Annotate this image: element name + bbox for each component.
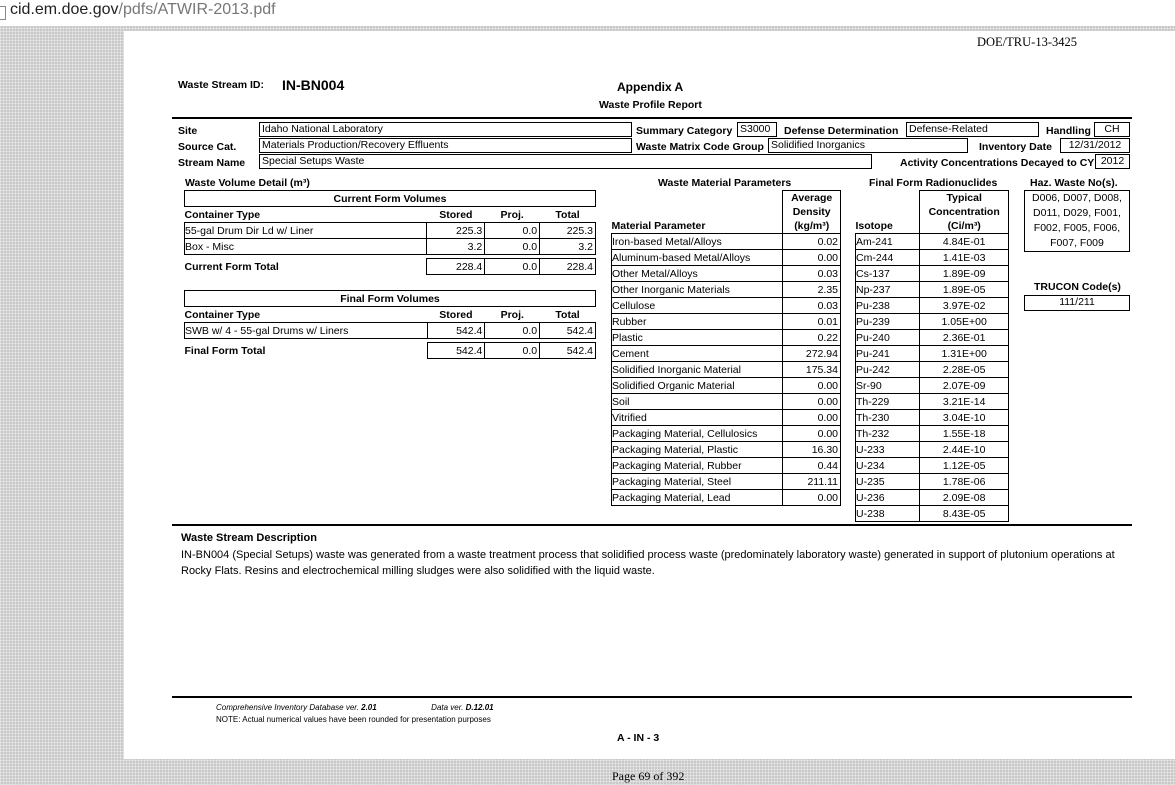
col-container-type: Container Type (185, 207, 427, 223)
isotope-concentration: 1.89E-05 (920, 282, 1009, 298)
isotope-concentration: 3.97E-02 (920, 298, 1009, 314)
haz-waste-line: F002, F005, F006, (1033, 222, 1121, 234)
isotope-concentration: 1.78E-06 (920, 474, 1009, 490)
rounding-note: NOTE: Actual numerical values have been rounded for presentation purposes (216, 715, 491, 724)
col-material-parameter: Material Parameter (612, 191, 783, 234)
matrix-code-group-field: Solidified Inorganics (768, 138, 968, 153)
table-row (612, 266, 841, 282)
final-total-label: Final Form Total (184, 344, 266, 357)
table-row (612, 442, 841, 458)
col-concentration-line1: Typical (920, 191, 1009, 206)
haz-waste-line: D006, D007, D008, (1032, 192, 1122, 204)
table-row (612, 458, 841, 474)
material-params-title: Waste Material Parameters (658, 177, 792, 189)
isotope-concentration: 1.05E+00 (920, 314, 1009, 330)
table-row (856, 250, 1009, 266)
material-density: 0.00 (783, 378, 841, 394)
volume-detail-title: Waste Volume Detail (m³) (185, 177, 310, 189)
table-row (612, 298, 841, 314)
cell-stored: 542.4 (427, 323, 485, 339)
col-proj: Proj. (485, 207, 540, 223)
radionuclides-title: Final Form Radionuclides (869, 177, 998, 189)
current-form-title: Current Form Volumes (185, 191, 596, 207)
cid-label: Comprehensive Inventory Database ver. (216, 703, 359, 712)
document-number: DOE/TRU-13-3425 (977, 35, 1077, 49)
isotope-concentration: 8.43E-05 (920, 506, 1009, 522)
waste-stream-id-label: Waste Stream ID: (178, 79, 264, 91)
current-total-total: 228.4 (540, 259, 596, 275)
inventory-date-field: 12/31/2012 (1060, 138, 1130, 153)
site-label: Site (178, 125, 198, 137)
material-density: 0.44 (783, 458, 841, 474)
table-row (612, 330, 841, 346)
table-row (612, 346, 841, 362)
table-row (856, 490, 1009, 506)
current-total-label: Current Form Total (184, 260, 279, 273)
table-row (612, 410, 841, 426)
isotope-concentration: 1.41E-03 (920, 250, 1009, 266)
description-title: Waste Stream Description (181, 532, 317, 544)
trucon-title: TRUCON Code(s) (1034, 281, 1121, 293)
table-row (856, 314, 1009, 330)
material-name: Packaging Material, Steel (612, 474, 783, 490)
material-density: 16.30 (783, 442, 841, 458)
isotope-concentration: 2.36E-01 (920, 330, 1009, 346)
source-cat-label: Source Cat. (178, 141, 237, 153)
table-row (856, 458, 1009, 474)
col-stored: Stored (427, 307, 485, 323)
isotope-name: Pu-238 (856, 298, 920, 314)
table-row (856, 330, 1009, 346)
isotope-name: Pu-239 (856, 314, 920, 330)
isotope-name: Np-237 (856, 282, 920, 298)
final-form-title: Final Form Volumes (185, 291, 596, 307)
table-row (612, 394, 841, 410)
col-isotope: Isotope (856, 191, 920, 234)
table-row (856, 362, 1009, 378)
address-bar[interactable] (0, 0, 1175, 26)
current-total-proj: 0.0 (485, 259, 540, 275)
table-row (612, 314, 841, 330)
isotope-concentration: 2.07E-09 (920, 378, 1009, 394)
isotope-name: Pu-241 (856, 346, 920, 362)
database-version (216, 703, 494, 712)
material-name: Rubber (612, 314, 783, 330)
current-total-stored: 228.4 (427, 259, 485, 275)
appendix-title: Appendix A (617, 80, 684, 94)
material-name: Packaging Material, Plastic (612, 442, 783, 458)
col-proj: Proj. (485, 307, 540, 323)
radionuclides-table (855, 190, 1009, 522)
summary-category-field: S3000 (737, 122, 777, 137)
isotope-concentration: 2.44E-10 (920, 442, 1009, 458)
material-name: Packaging Material, Cellulosics (612, 426, 783, 442)
isotope-name: Cs-137 (856, 266, 920, 282)
material-name: Cement (612, 346, 783, 362)
isotope-name: Th-229 (856, 394, 920, 410)
stream-name-label: Stream Name (178, 157, 246, 169)
col-total: Total (540, 207, 596, 223)
defense-determination-field: Defense-Related (906, 122, 1039, 137)
haz-waste-line: D011, D029, F001, (1033, 207, 1121, 219)
description-divider (172, 524, 1132, 526)
final-total-proj: 0.0 (485, 343, 540, 359)
site-field: Idaho National Laboratory (259, 122, 632, 137)
haz-waste-box (1024, 190, 1130, 252)
cid-version: 2.01 (361, 703, 377, 712)
isotope-concentration: 4.84E-01 (920, 234, 1009, 250)
isotope-concentration: 1.55E-18 (920, 426, 1009, 442)
material-density: 0.22 (783, 330, 841, 346)
header-divider (172, 117, 1132, 119)
table-row (856, 426, 1009, 442)
material-density: 0.00 (783, 250, 841, 266)
col-total: Total (540, 307, 596, 323)
table-row (612, 426, 841, 442)
cell-total: 3.2 (540, 239, 596, 255)
material-density: 0.02 (783, 234, 841, 250)
col-density-line2: Density (783, 205, 841, 219)
activity-decayed-label: Activity Concentrations Decayed to CY (900, 157, 1095, 169)
cell-total: 542.4 (540, 323, 596, 339)
url-text[interactable]: cid.em.doe.gov/pdfs/ATWIR-2013.pdf (10, 1, 276, 18)
material-name: Packaging Material, Rubber (612, 458, 783, 474)
activity-decayed-field: 2012 (1095, 154, 1130, 169)
isotope-name: U-235 (856, 474, 920, 490)
description-text: IN-BN004 (Special Setups) waste was generated from a waste treatment process that solidified process waste (predominately laboratory waste) generated in support of plutonium operations at Rocky Flats. Resins and electrochemical milling sludges were also solidified with the liquid waste. (181, 549, 1115, 577)
isotope-concentration: 2.09E-08 (920, 490, 1009, 506)
waste-stream-id: IN-BN004 (282, 77, 345, 93)
isotope-name: Sr-90 (856, 378, 920, 394)
isotope-concentration: 3.21E-14 (920, 394, 1009, 410)
stream-name-field: Special Setups Waste (259, 154, 872, 169)
final-total-row (185, 343, 596, 359)
handling-field: CH (1094, 122, 1130, 137)
col-stored: Stored (427, 207, 485, 223)
table-row (612, 490, 841, 506)
material-name: Soil (612, 394, 783, 410)
matrix-code-group-label: Waste Matrix Code Group (636, 141, 764, 153)
material-name: Other Inorganic Materials (612, 282, 783, 298)
cell-container: Box - Misc (185, 239, 427, 255)
col-density-line1: Average (783, 191, 841, 206)
isotope-concentration: 1.31E+00 (920, 346, 1009, 362)
page-icon (0, 6, 6, 20)
material-params-table (611, 190, 841, 506)
material-density: 0.00 (783, 410, 841, 426)
defense-determination-label: Defense Determination (784, 125, 899, 137)
isotope-name: U-234 (856, 458, 920, 474)
table-row (612, 250, 841, 266)
isotope-name: Th-230 (856, 410, 920, 426)
table-row (856, 282, 1009, 298)
trucon-code: 111/211 (1024, 295, 1130, 311)
cell-container: 55-gal Drum Dir Ld w/ Liner (185, 223, 427, 239)
haz-waste-title: Haz. Waste No(s). (1030, 177, 1118, 189)
summary-category-label: Summary Category (636, 125, 733, 137)
current-total-row (185, 259, 596, 275)
table-row (612, 378, 841, 394)
inventory-date-label: Inventory Date (979, 141, 1052, 153)
material-name: Packaging Material, Lead (612, 490, 783, 506)
table-row (856, 410, 1009, 426)
table-row (856, 474, 1009, 490)
cell-stored: 225.3 (427, 223, 485, 239)
page-identifier: A - IN - 3 (617, 732, 660, 744)
isotope-name: Pu-242 (856, 362, 920, 378)
final-total-total: 542.4 (540, 343, 596, 359)
table-row (856, 442, 1009, 458)
data-label: Data ver. (431, 703, 464, 712)
material-name: Plastic (612, 330, 783, 346)
material-density: 2.35 (783, 282, 841, 298)
table-row (856, 378, 1009, 394)
isotope-name: Th-232 (856, 426, 920, 442)
table-row (612, 362, 841, 378)
material-name: Other Metal/Alloys (612, 266, 783, 282)
table-row (856, 346, 1009, 362)
col-container-type: Container Type (185, 307, 428, 323)
isotope-concentration: 1.12E-05 (920, 458, 1009, 474)
material-density: 175.34 (783, 362, 841, 378)
isotope-name: Am-241 (856, 234, 920, 250)
isotope-concentration: 2.28E-05 (920, 362, 1009, 378)
isotope-concentration: 3.04E-10 (920, 410, 1009, 426)
isotope-name: U-233 (856, 442, 920, 458)
page-number: Page 69 of 392 (612, 769, 685, 783)
material-name: Solidified Organic Material (612, 378, 783, 394)
data-version: D.12.01 (465, 703, 494, 712)
material-density: 0.00 (783, 490, 841, 506)
haz-waste-line: F007, F009 (1050, 237, 1104, 249)
cell-proj: 0.0 (485, 239, 540, 255)
table-row (612, 234, 841, 250)
material-density: 0.01 (783, 314, 841, 330)
material-name: Iron-based Metal/Alloys (612, 234, 783, 250)
material-name: Cellulose (612, 298, 783, 314)
cell-total: 225.3 (540, 223, 596, 239)
material-name: Vitrified (612, 410, 783, 426)
isotope-concentration: 1.89E-09 (920, 266, 1009, 282)
table-row (185, 323, 596, 339)
table-row (856, 506, 1009, 522)
cell-stored: 3.2 (427, 239, 485, 255)
cell-proj: 0.0 (485, 323, 540, 339)
col-density-line3: (kg/m³) (783, 219, 841, 234)
col-concentration-line3: (Ci/m³) (920, 219, 1009, 234)
material-density: 0.03 (783, 298, 841, 314)
table-row (612, 282, 841, 298)
source-cat-field: Materials Production/Recovery Effluents (259, 138, 632, 153)
table-row (856, 298, 1009, 314)
final-total-stored: 542.4 (427, 343, 485, 359)
cell-container: SWB w/ 4 - 55-gal Drums w/ Liners (185, 323, 428, 339)
table-row (856, 234, 1009, 250)
material-name: Solidified Inorganic Material (612, 362, 783, 378)
footer-divider (172, 696, 1132, 698)
table-row (856, 266, 1009, 282)
handling-label: Handling (1046, 125, 1091, 137)
isotope-name: Pu-240 (856, 330, 920, 346)
isotope-name: U-238 (856, 506, 920, 522)
material-density: 211.11 (783, 474, 841, 490)
cell-proj: 0.0 (485, 223, 540, 239)
isotope-name: Cm-244 (856, 250, 920, 266)
table-row (185, 239, 596, 255)
isotope-name: U-236 (856, 490, 920, 506)
material-density: 0.03 (783, 266, 841, 282)
report-title: Waste Profile Report (599, 99, 702, 111)
material-name: Aluminum-based Metal/Alloys (612, 250, 783, 266)
final-form-volumes-table (184, 290, 596, 359)
material-density: 0.00 (783, 426, 841, 442)
material-density: 272.94 (783, 346, 841, 362)
current-form-volumes-table (184, 190, 596, 275)
table-row (612, 474, 841, 490)
material-density: 0.00 (783, 394, 841, 410)
table-row (856, 394, 1009, 410)
table-row (185, 223, 596, 239)
col-concentration-line2: Concentration (920, 205, 1009, 219)
